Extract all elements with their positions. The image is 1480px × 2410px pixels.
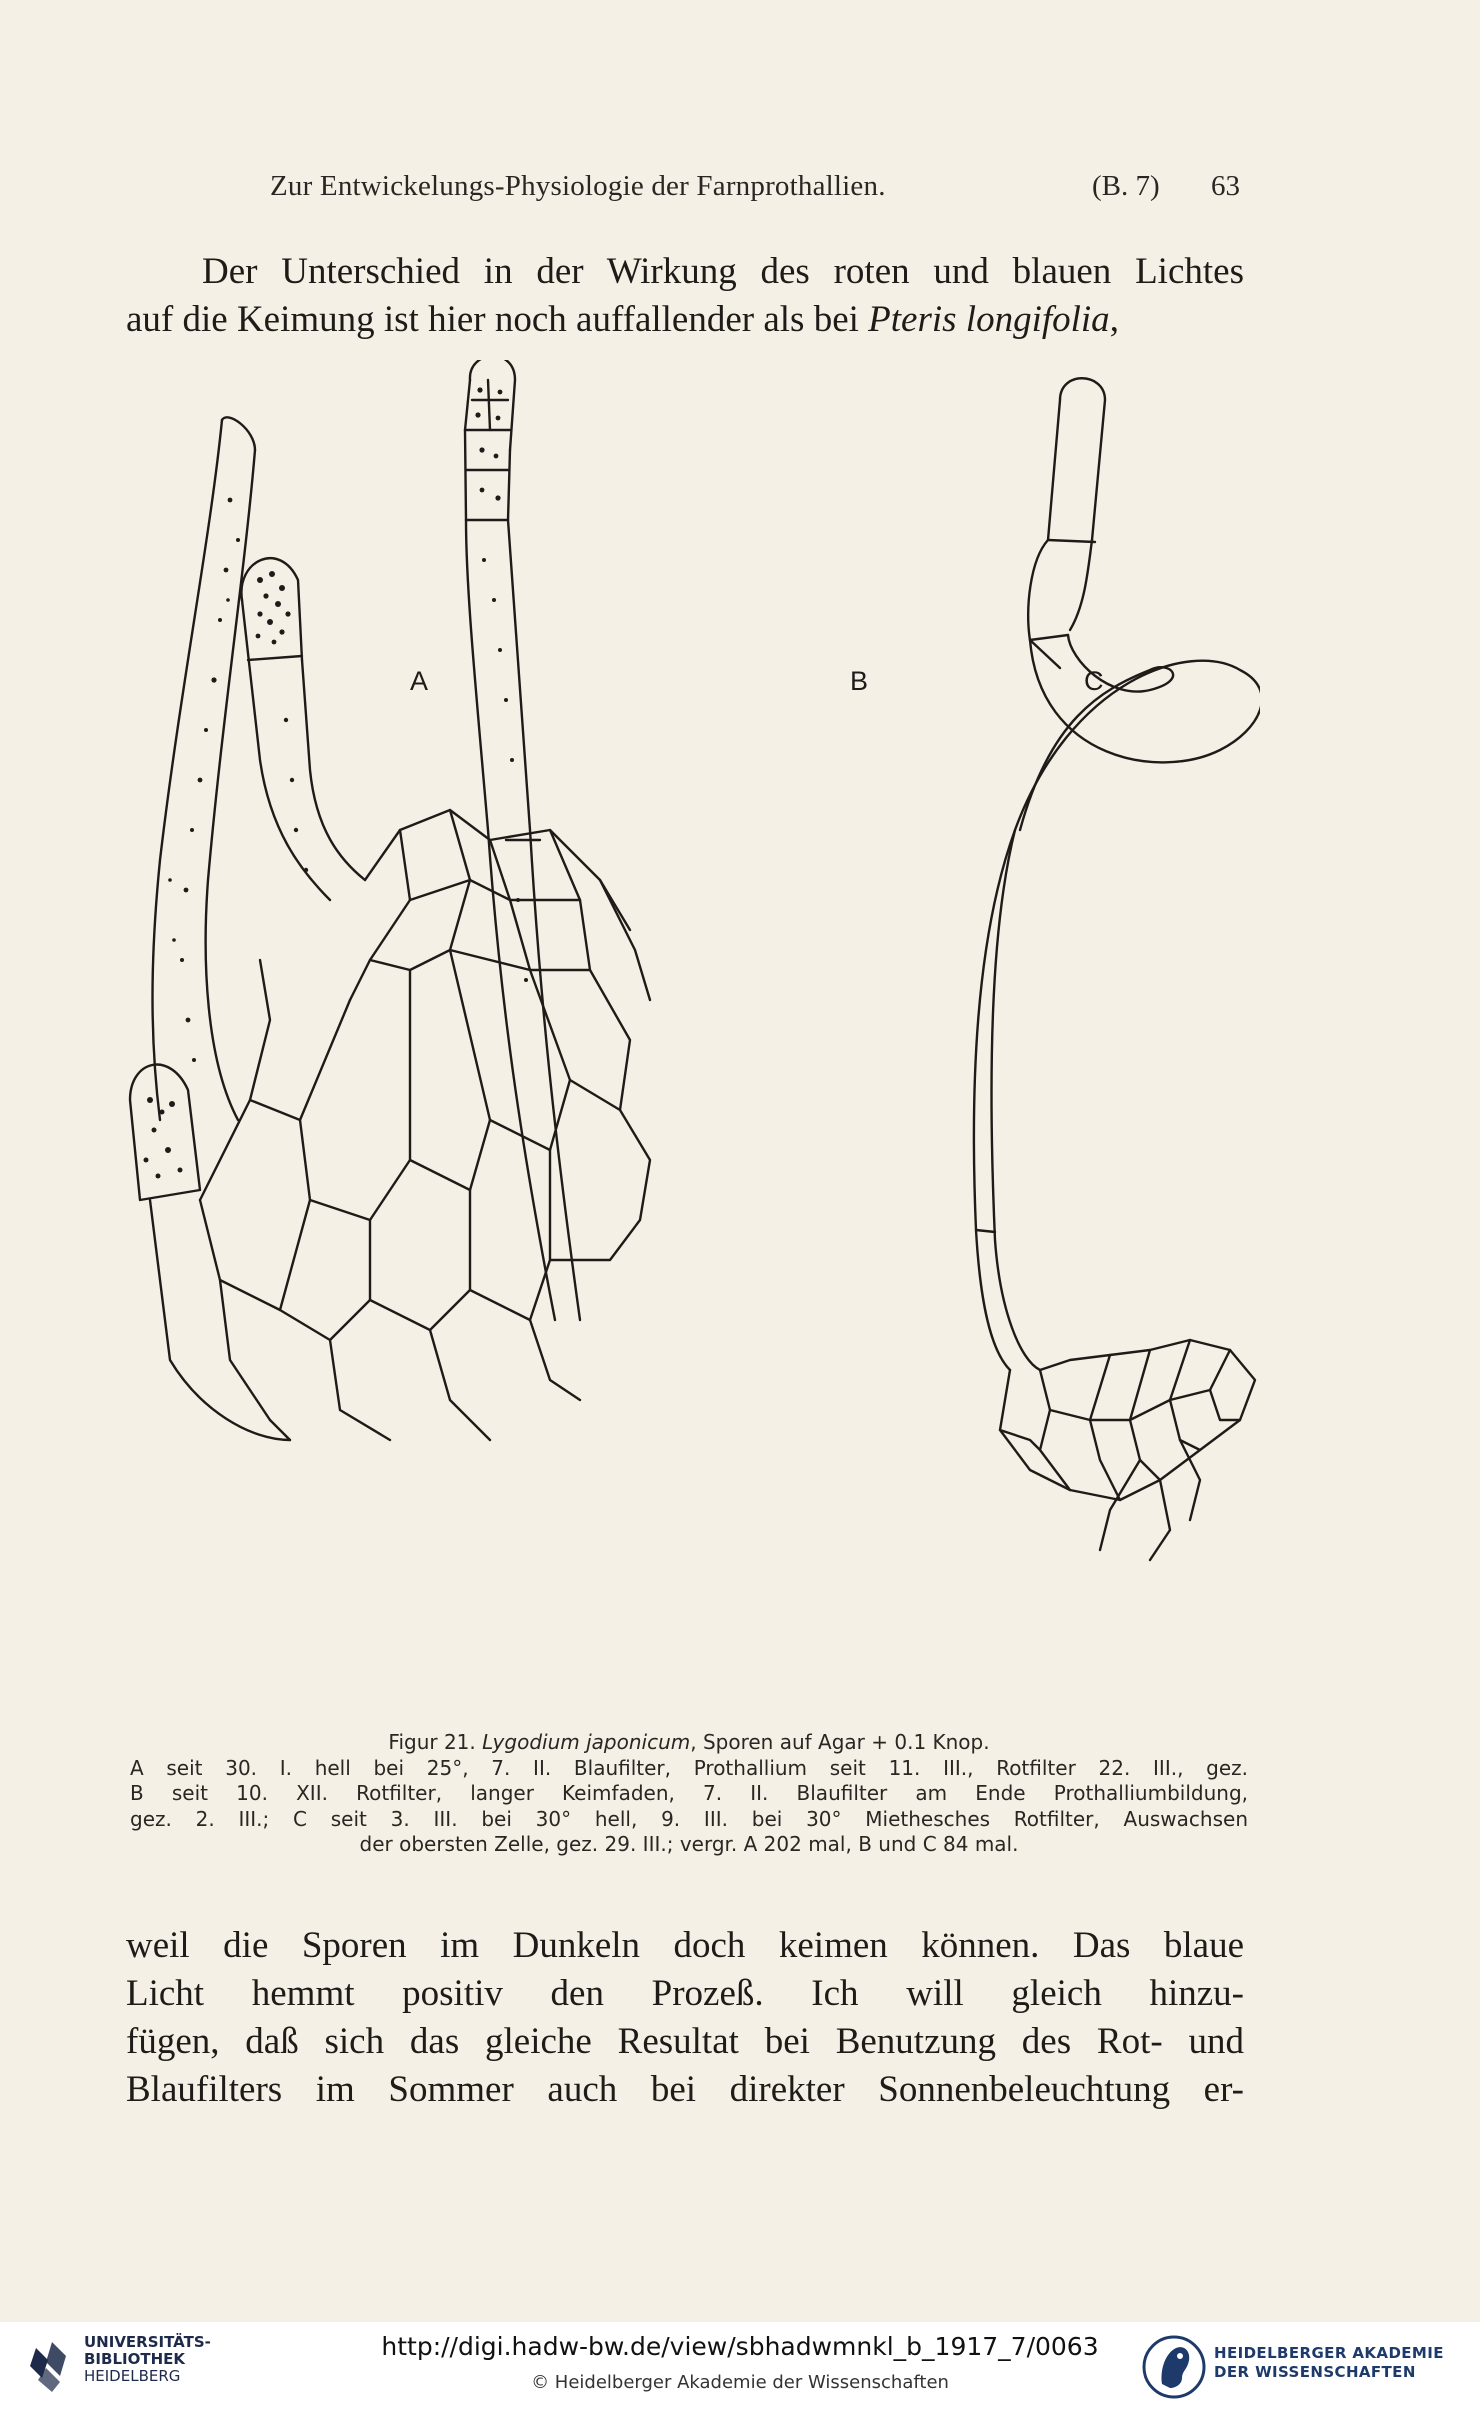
library-line: HEIDELBERG: [84, 2367, 181, 2385]
caption-line: A seit 30. I. hell bei 25°, 7. II. Blaufilter, Prothallium seit 11. III., Rotfilter 22. III., gez.: [130, 1755, 1248, 1780]
footer-bar: [0, 2322, 1480, 2410]
figure-label-a: A: [410, 666, 429, 696]
paragraph-line: fügen, daß sich das gleiche Resultat bei Benutzung des Rot- und: [126, 2021, 1244, 2062]
specimen-c: [974, 378, 1260, 1370]
specimen-c-prothallium: [1000, 1340, 1255, 1560]
figure-caption: [130, 1730, 1248, 1858]
specimen-a-prothallium: [150, 810, 650, 1440]
academy-line: HEIDELBERGER AKADEMIE: [1214, 2344, 1444, 2362]
library-line: BIBLIOTHEK: [84, 2350, 185, 2368]
source-url-link[interactable]: http://digi.hadw-bw.de/view/sbhadwmnkl_b_1917_7/0063: [381, 2332, 1099, 2361]
caption-line: der obersten Zelle, gez. 29. III.; vergr. A 202 mal, B und C 84 mal.: [359, 1832, 1019, 1856]
paragraph-top: [126, 248, 1244, 344]
paragraph-line: weil die Sporen im Dunkeln doch keimen können. Das blaue: [126, 1925, 1244, 1966]
specimen-b: [465, 360, 580, 1320]
figure-label-b: B: [850, 666, 869, 696]
paragraph-line: Blaufilters im Sommer auch bei direkter Sonnenbeleuchtung er-: [126, 2069, 1244, 2110]
copyright-notice: © Heidelberger Akademie der Wissenschaften: [531, 2372, 949, 2393]
caption-line: B seit 10. XII. Rotfilter, langer Keimfaden, 7. II. Blaufilter am Ende Prothalliumbildung,: [130, 1781, 1248, 1805]
signature-mark: (B. 7): [1092, 170, 1160, 202]
paragraph-line: [126, 296, 1244, 344]
specimen-a-tube: [241, 558, 365, 900]
botanical-figure: [110, 360, 1260, 1730]
caption-figure-number: Figur 21.: [388, 1730, 483, 1754]
academy-logo-icon: [1142, 2332, 1206, 2402]
figure-label-c: C: [1084, 666, 1104, 696]
running-header: [270, 170, 1240, 210]
text-run: auf die Keimung ist hier noch auffallender als bei: [126, 299, 869, 340]
library-line: UNIVERSITÄTS-: [84, 2333, 211, 2351]
caption-species: Lygodium japonicum: [482, 1730, 691, 1754]
caption-line: [130, 1730, 1248, 1756]
caption-text: , Sporen auf Agar + 0.1 Knop.: [690, 1730, 990, 1754]
academy-line: DER WISSENSCHAFTEN: [1214, 2363, 1416, 2381]
academy-name: [1214, 2344, 1444, 2382]
paragraph-bottom: [126, 1922, 1244, 2114]
paragraph-line: Licht hemmt positiv den Prozeß. Ich will gleich hinzu-: [126, 1973, 1244, 2014]
page-number: 63: [1211, 170, 1240, 202]
text-run: ,: [1109, 299, 1119, 340]
specimen-a: [130, 417, 255, 1200]
paragraph-line: Der Unterschied in der Wirkung des roten und blauen Lichtes: [202, 251, 1244, 292]
species-name: Pteris longifolia: [868, 299, 1110, 340]
caption-line: gez. 2. III.; C seit 3. III. bei 30° hell, 9. III. bei 30° Miethesches Rotfilter, Auswachsen: [130, 1806, 1248, 1831]
running-title: Zur Entwickelungs-Physiologie der Farnprothallien.: [270, 170, 886, 202]
